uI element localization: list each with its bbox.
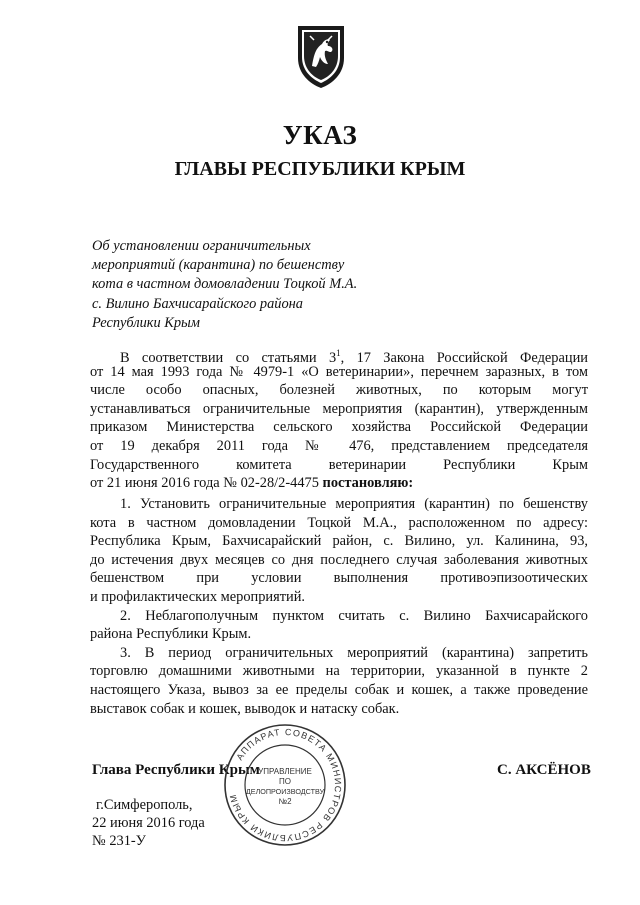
stamp-center-line: №2 [278, 797, 292, 806]
subject-line: с. Вилино Бахчисарайского района [92, 295, 303, 312]
issue-city: г.Симферополь, [96, 797, 193, 813]
item-2-line: района Республики Крым. [90, 626, 252, 643]
item-1-line: Республика Крым, Бахчисарайский район, с. Вилино, ул. Калинина, 93, [90, 533, 588, 550]
subject-line: Об установлении ограничительных [92, 238, 311, 254]
signatory-position: Глава Республики Крым [92, 762, 260, 778]
preamble-line: устанавливаться ограничительные мероприятия (карантин), утвержденным [90, 400, 588, 417]
preamble-line: приказом Министерства сельского хозяйства Российской Федерации [90, 419, 588, 436]
stamp-center-line: УПРАВЛЕНИЕ [258, 767, 312, 776]
stamp-ring-text: АППАРАТ СОВЕТА МИНИСТРОВ РЕСПУБЛИКИ КРЫМ [227, 726, 344, 844]
decree-subject [92, 237, 392, 333]
item-3-line: настоящего Указа, вывоз за ее пределы собак и кошек, а также проведение [90, 681, 588, 698]
issue-date: 22 июня 2016 года [92, 815, 205, 831]
stamp-center-line: ПО [279, 777, 291, 786]
stamp-center-line: ДЕЛОПРОИЗВОДСТВУ [245, 787, 325, 796]
item-2-line: 2. Неблагополучным пунктом считать с. Вилино Бахчисарайского [120, 607, 588, 624]
item-3-line: 3. В период ограничительных мероприятий (карантина) запретить [120, 644, 588, 661]
decree-number: № 231-У [92, 833, 146, 849]
decree-items [90, 495, 588, 718]
signatory-name: С. АКСЁНОВ [497, 762, 591, 778]
item-1-line: кота в частном домовладении Тоцкой М.А., расположенном по адресу: [90, 514, 588, 531]
decree-title: УКАЗ [282, 120, 358, 150]
item-3-line: выставок собак и кошек, выводок и натаску собак. [90, 700, 400, 717]
official-stamp [222, 722, 348, 848]
subject-line: мероприятий (карантина) по бешенству [92, 257, 345, 274]
item-3-line: торговлю домашними животными на территории, указанной в пункте 2 [90, 663, 588, 680]
preamble-line: Государственного комитета ветеринарии Республики Крым [90, 456, 588, 473]
coat-of-arms-icon [294, 22, 348, 90]
item-1-line: и профилактических мероприятий. [90, 588, 306, 605]
preamble-line: от 19 декабря 2011 года № 476, представлением председателя [90, 437, 588, 454]
item-1-line: до истечения двух месяцев со дня последнего случая заболевания животных [90, 551, 588, 568]
decree-subtitle: ГЛАВЫ РЕСПУБЛИКИ КРЫМ [174, 158, 466, 180]
item-1-line: бешенством при условии выполнения противоэпизоотических [90, 570, 588, 587]
preamble-line: В соответствии со статьями $3^1$, 17 Закона Российской Федерации [120, 348, 588, 366]
subject-line: Республики Крым [92, 314, 200, 331]
item-1-line: 1. Установить ограничительные мероприятия (карантин) по бешенству [120, 496, 588, 512]
preamble-line: от 21 июня 2016 года № 02-28/2-4475 постановляю: [90, 475, 414, 492]
preamble-line: числе особо опасных, болезней животных, по которым могут [90, 382, 588, 399]
preamble-paragraph [90, 344, 588, 493]
subject-line: кота в частном домовладении Тоцкой М.А. [92, 276, 358, 293]
preamble-line: от 14 мая 1993 года № 4979-1 «О ветеринарии», перечнем заразных, в том [90, 363, 588, 380]
decree-meta [92, 796, 205, 850]
decree-verb: постановляю: [322, 475, 414, 492]
